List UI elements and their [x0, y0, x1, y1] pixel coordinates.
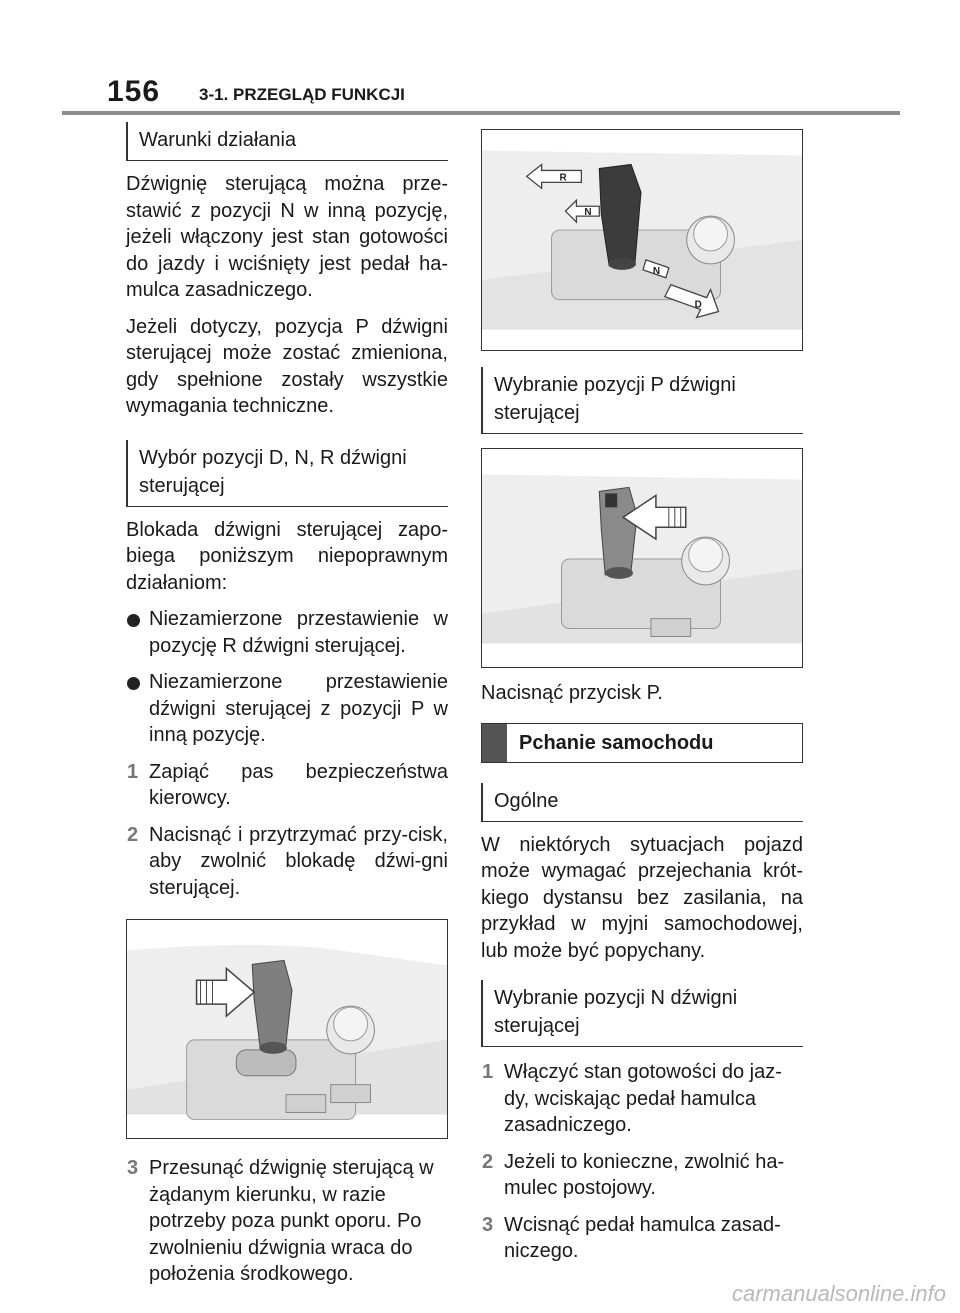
gear-label-n-top: N: [584, 207, 592, 219]
step-number: 2: [127, 823, 139, 846]
right-column: [481, 122, 803, 1275]
bullet-dot-icon: [127, 677, 140, 690]
pchanie-heading: Pchanie samochodu: [519, 731, 714, 754]
pchanie-heading-box: [481, 723, 803, 763]
step-text: Przesunąć dźwignię sterującą w żądanym kierunku, w razie potrzeby poza punkt oporu. Po zwolnieniu dźwignia wraca do położenia środkowego.: [149, 1157, 434, 1285]
step-text: Włączyć stan gotowości do jaz-dy, wciskając pedał hamulca zasadniczego.: [504, 1061, 782, 1136]
step-number: 3: [127, 1157, 139, 1179]
ogolne-paragraph: W niektórych sytuacjach pojazd może wymagać przejechania krót-kiego dystansu bez zasilania, na przykład w myjni samochodowej, lub może być popychany.: [481, 833, 803, 962]
warunki-heading: Warunki działania: [126, 122, 448, 161]
section-title: 3-1. PRZEGLĄD FUNKCJI: [199, 85, 405, 104]
p-instruction: Nacisnąć przycisk P.: [481, 682, 663, 704]
gear-lever-release-illustration: [127, 920, 447, 1138]
bullet-item: [126, 669, 448, 749]
warunki-paragraph-2: Jeżeli dotyczy, pozycja P dźwigni sterującej może zostać zmieniona, gdy spełnione zostały wszystkie wymagania techniczne.: [126, 315, 448, 417]
p-button-illustration: [482, 449, 802, 667]
step-text: Zapiąć pas bezpieczeństwa kierowcy.: [149, 760, 448, 809]
step-item: [126, 822, 448, 902]
gear-lever-release-figure: [126, 919, 448, 1139]
p-button-figure: [481, 448, 803, 668]
step-number: 3: [482, 1213, 494, 1236]
step-item: [481, 1212, 803, 1265]
step-text: Jeżeli to konieczne, zwolnić ha-mulec postojowy.: [504, 1150, 785, 1199]
wybor-heading: Wybór pozycji D, N, R dźwigni sterującej: [126, 440, 448, 507]
step-number: 2: [482, 1150, 494, 1173]
watermark: carmanualsonline.info: [731, 1281, 946, 1306]
step-text: Wcisnąć pedał hamulca zasad-niczego.: [504, 1213, 781, 1262]
page-number: 156: [107, 75, 161, 108]
p-position-heading: Wybranie pozycji P dźwigni sterującej: [481, 367, 803, 434]
heading-bar: [482, 724, 507, 762]
bullet-dot-icon: [127, 614, 140, 627]
n-position-heading: Wybranie pozycji N dźwigni sterującej: [481, 980, 803, 1047]
ogolne-heading: Ogólne: [481, 783, 803, 822]
step-item: [481, 1059, 803, 1139]
bullet-item: [126, 606, 448, 659]
bullet-text: Niezamierzone przestawienie w pozycję R dźwigni sterującej.: [149, 608, 448, 657]
step-item: [126, 759, 448, 812]
step-number: 1: [127, 760, 139, 783]
left-column: [126, 122, 448, 1298]
warunki-paragraph-1: Dźwignię sterującą można prze-stawić z pozycji N w inną pozycję, jeżeli włączony jest stan gotowości do jazdy i wciśnięty jest pedał ha-mulca zasadniczego.: [126, 173, 448, 301]
gear-label-d: D: [694, 299, 702, 311]
bullet-text: Niezamierzone przestawienie dźwigni sterującej z pozycji P w inną pozycję.: [149, 671, 448, 746]
step-item: [481, 1149, 803, 1202]
step-number: 1: [482, 1061, 494, 1083]
gear-label-r: R: [559, 172, 567, 184]
gear-label-n-bottom: N: [652, 265, 661, 277]
gear-positions-illustration: [482, 130, 802, 350]
header-rule: [62, 111, 900, 115]
blokada-paragraph: Blokada dźwigni sterującej zapo-biega poniższym niepoprawnym działaniom:: [126, 518, 448, 594]
gear-positions-figure: [481, 129, 803, 351]
step-item: [126, 1155, 448, 1288]
step-text: Nacisnąć i przytrzymać przy-cisk, aby zwolnić blokadę dźwi-gni sterującej.: [149, 823, 448, 899]
